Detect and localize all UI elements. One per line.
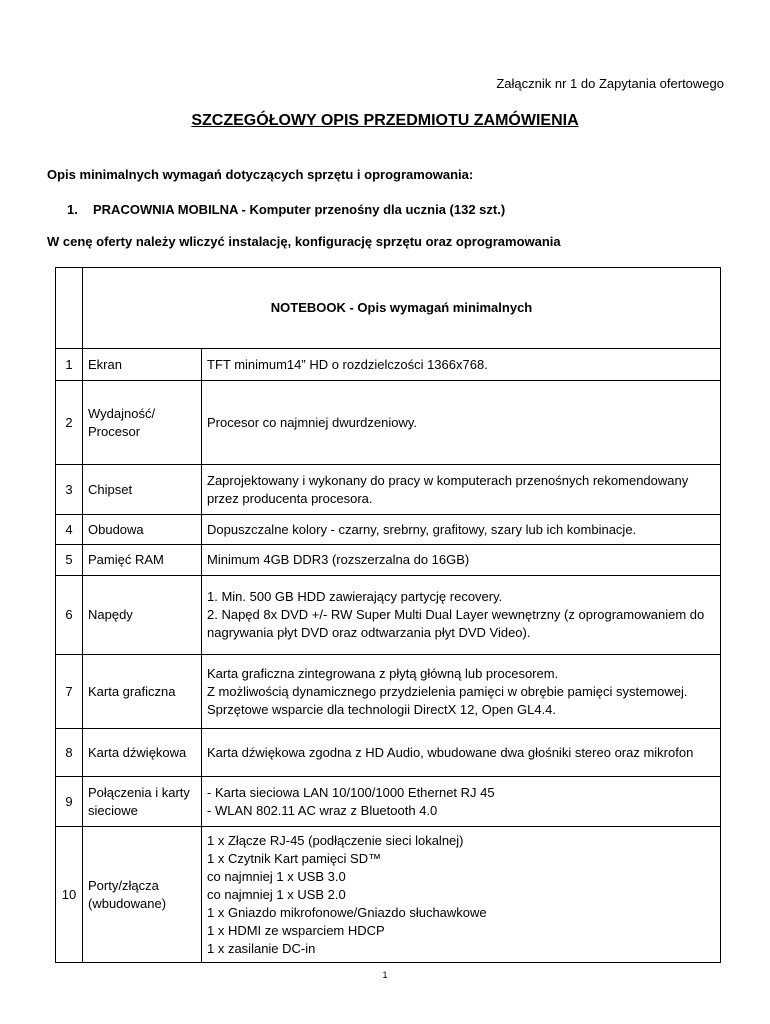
requirement-line: 2. Napęd 8x DVD +/- RW Super Multi Dual Layer wewnętrzny (z oprogramowaniem do nagrywania płyt DVD oraz odtwarzania płyt DVD Video). [207, 607, 705, 640]
table-row [56, 576, 721, 655]
table-row [56, 655, 721, 729]
requirement-line: 1. Min. 500 GB HDD zawierający partycję recovery. [207, 589, 503, 604]
row-number: 3 [56, 465, 83, 515]
table-row [56, 349, 721, 381]
row-number: 10 [56, 827, 83, 963]
row-number: 9 [56, 777, 83, 827]
requirement-line: - WLAN 802.11 AC wraz z Bluetooth 4.0 [207, 802, 438, 818]
row-requirement [202, 827, 721, 963]
row-requirement [202, 777, 721, 827]
requirement-line: Zaprojektowany i wykonany do pracy w komputerach przenośnych rekomendowany przez producenta procesora. [207, 472, 689, 506]
row-requirement [202, 729, 721, 777]
row-requirement [202, 515, 721, 545]
requirement-line: 1 x Czytnik Kart pamięci SD™ [207, 850, 382, 866]
requirement-line: 1 x zasilanie DC-in [207, 940, 316, 956]
row-parameter: Karta dźwiękowa [83, 729, 202, 777]
requirement-line: Karta graficzna zintegrowana z płytą główną lub procesorem. [207, 665, 559, 681]
row-number: 8 [56, 729, 83, 777]
row-parameter: Porty/złącza (wbudowane) [83, 827, 202, 963]
list-item-number: 1. [67, 202, 78, 217]
table-row [56, 777, 721, 827]
requirement-line: co najmniej 1 x USB 3.0 [207, 868, 346, 884]
requirement-line: TFT minimum14” HD o rozdzielczości 1366x768. [207, 356, 488, 372]
header-num-cell [56, 268, 83, 349]
spec-table [55, 267, 721, 963]
intro-heading: Opis minimalnych wymagań dotyczących sprzętu i oprogramowania: [47, 167, 474, 182]
row-number: 4 [56, 515, 83, 545]
table-row [56, 465, 721, 515]
table-row [56, 381, 721, 465]
requirement-line: Minimum 4GB DDR3 (rozszerzalna do 16GB) [207, 552, 470, 567]
table-row [56, 515, 721, 545]
row-requirement [202, 576, 721, 655]
row-number: 5 [56, 545, 83, 576]
row-parameter: Karta graficzna [83, 655, 202, 729]
requirement-line: co najmniej 1 x USB 2.0 [207, 886, 346, 902]
list-item [67, 202, 505, 217]
annex-label: Załącznik nr 1 do Zapytania ofertowego [496, 76, 724, 91]
requirement-line: Z możliwością dynamicznego przydzielenia pamięci w obrębie pamięci systemowej. Sprzętowe wsparcie dla technologii DirectX 12, Open GL4.4. [207, 683, 688, 717]
table-header-row [56, 268, 721, 349]
row-requirement [202, 465, 721, 515]
row-number: 7 [56, 655, 83, 729]
table-row [56, 827, 721, 963]
table-header: NOTEBOOK - Opis wymagań minimalnych [83, 268, 721, 349]
row-requirement [202, 381, 721, 465]
row-parameter: Pamięć RAM [83, 545, 202, 576]
row-parameter: Połączenia i karty sieciowe [83, 777, 202, 827]
row-parameter: Wydajność/ Procesor [83, 381, 202, 465]
requirement-line: Karta dźwiękowa zgodna z HD Audio, wbudowane dwa głośniki stereo oraz mikrofon [207, 744, 694, 760]
row-requirement [202, 545, 721, 576]
price-note: W cenę oferty należy wliczyć instalację, konfigurację sprzętu oraz oprogramowania [47, 234, 561, 249]
row-parameter: Obudowa [83, 515, 202, 545]
page-title: SZCZEGÓŁOWY OPIS PRZEDMIOTU ZAMÓWIENIA [191, 112, 579, 129]
row-requirement [202, 655, 721, 729]
row-parameter: Ekran [83, 349, 202, 381]
row-number: 2 [56, 381, 83, 465]
row-requirement [202, 349, 721, 381]
requirement-line: 1 x Złącze RJ-45 (podłączenie sieci lokalnej) [207, 832, 464, 848]
table-row [56, 729, 721, 777]
row-parameter: Napędy [83, 576, 202, 655]
page-number: 1 [382, 970, 388, 980]
requirement-line: 1 x Gniazdo mikrofonowe/Gniazdo słuchawkowe [207, 904, 487, 920]
list-item-text: PRACOWNIA MOBILNA - Komputer przenośny dla ucznia (132 szt.) [93, 202, 506, 217]
row-parameter: Chipset [83, 465, 202, 515]
requirement-line: - Karta sieciowa LAN 10/100/1000 Ethernet RJ 45 [207, 784, 495, 800]
row-number: 6 [56, 576, 83, 655]
requirement-line: 1 x HDMI ze wsparciem HDCP [207, 922, 385, 938]
requirement-line: Dopuszczalne kolory - czarny, srebrny, grafitowy, szary lub ich kombinacje. [207, 521, 637, 537]
row-number: 1 [56, 349, 83, 381]
requirement-line: Procesor co najmniej dwurdzeniowy. [207, 414, 418, 430]
table-row [56, 545, 721, 576]
